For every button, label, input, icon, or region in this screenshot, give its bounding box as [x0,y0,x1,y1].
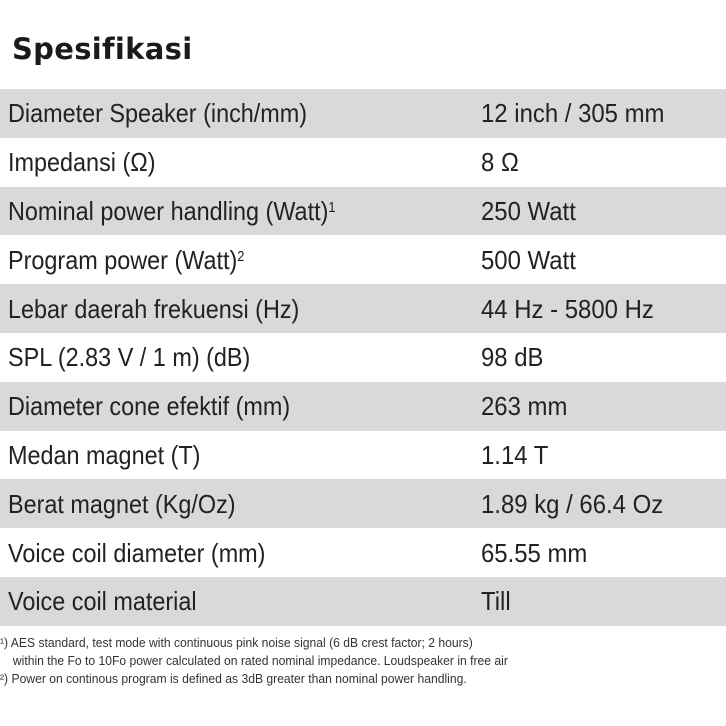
spec-row [0,333,726,382]
spec-value: 12 inch / 305 mm [481,98,665,129]
spec-label-text: Program power (Watt) [8,244,238,275]
spec-label [8,147,156,178]
spec-label-text: Nominal power handling (Watt) [8,195,329,226]
spec-value: 500 Watt [481,244,576,275]
footnote-1-line-1 [0,634,668,652]
spec-row [0,431,726,480]
spec-value: 1.14 T [481,439,549,470]
spec-value: Till [481,586,511,617]
spec-label [8,195,336,226]
footnote-2-marker: ²) [0,671,9,686]
spec-value: 250 Watt [481,195,576,226]
spec-label-text: SPL (2.83 V / 1 m) (dB) [8,342,251,373]
footnotes [0,634,726,688]
spec-label-text: Medan magnet (T) [8,439,201,470]
spec-row [0,577,726,626]
spec-row [0,382,726,431]
spec-value: 44 Hz - 5800 Hz [481,293,654,324]
spec-row [0,138,726,187]
spec-label [8,98,308,129]
spec-label-text: Voice coil diameter (mm) [8,537,266,568]
spec-label-text: Diameter cone efektif (mm) [8,391,291,422]
spec-row [0,187,726,236]
footnote-1-marker: ¹) [0,635,9,650]
spec-table [0,89,726,626]
spec-label [8,537,266,568]
spec-value: 263 mm [481,391,568,422]
spec-value: 1.89 kg / 66.4 Oz [481,488,664,519]
spec-label-text: Diameter Speaker (inch/mm) [8,98,308,129]
spec-row [0,284,726,333]
spec-value: 65.55 mm [481,537,588,568]
page-title: Spesifikasi [12,32,193,66]
spec-footnote-ref: 2 [237,248,245,265]
spec-label [8,293,300,324]
spec-label-text: Voice coil material [8,586,197,617]
spec-value: 98 dB [481,342,544,373]
footnote-2-line-1 [0,670,668,688]
spec-footnote-ref: 1 [328,200,336,217]
spec-value: 8 Ω [481,147,519,178]
spec-label-text: Impedansi (Ω) [8,147,156,178]
spec-label [8,586,197,617]
spec-label [8,244,245,275]
spec-label [8,488,236,519]
spec-row [0,89,726,138]
spec-row [0,479,726,528]
spec-label [8,391,291,422]
spec-row [0,528,726,577]
footnote-1-line-2: within the Fo to 10Fo power calculated on rated nominal impedance. Loudspeaker in free air [12,653,508,668]
spec-label [8,342,251,373]
spec-label-text: Berat magnet (Kg/Oz) [8,488,236,519]
footnote-1-text: AES standard, test mode with continuous pink noise signal (6 dB crest factor; 2 hours) [10,635,473,650]
spec-label [8,439,201,470]
spec-label-text: Lebar daerah frekuensi (Hz) [8,293,300,324]
spec-row [0,235,726,284]
footnote-2-text: Power on continous program is defined as 3dB greater than nominal power handling. [11,671,467,686]
